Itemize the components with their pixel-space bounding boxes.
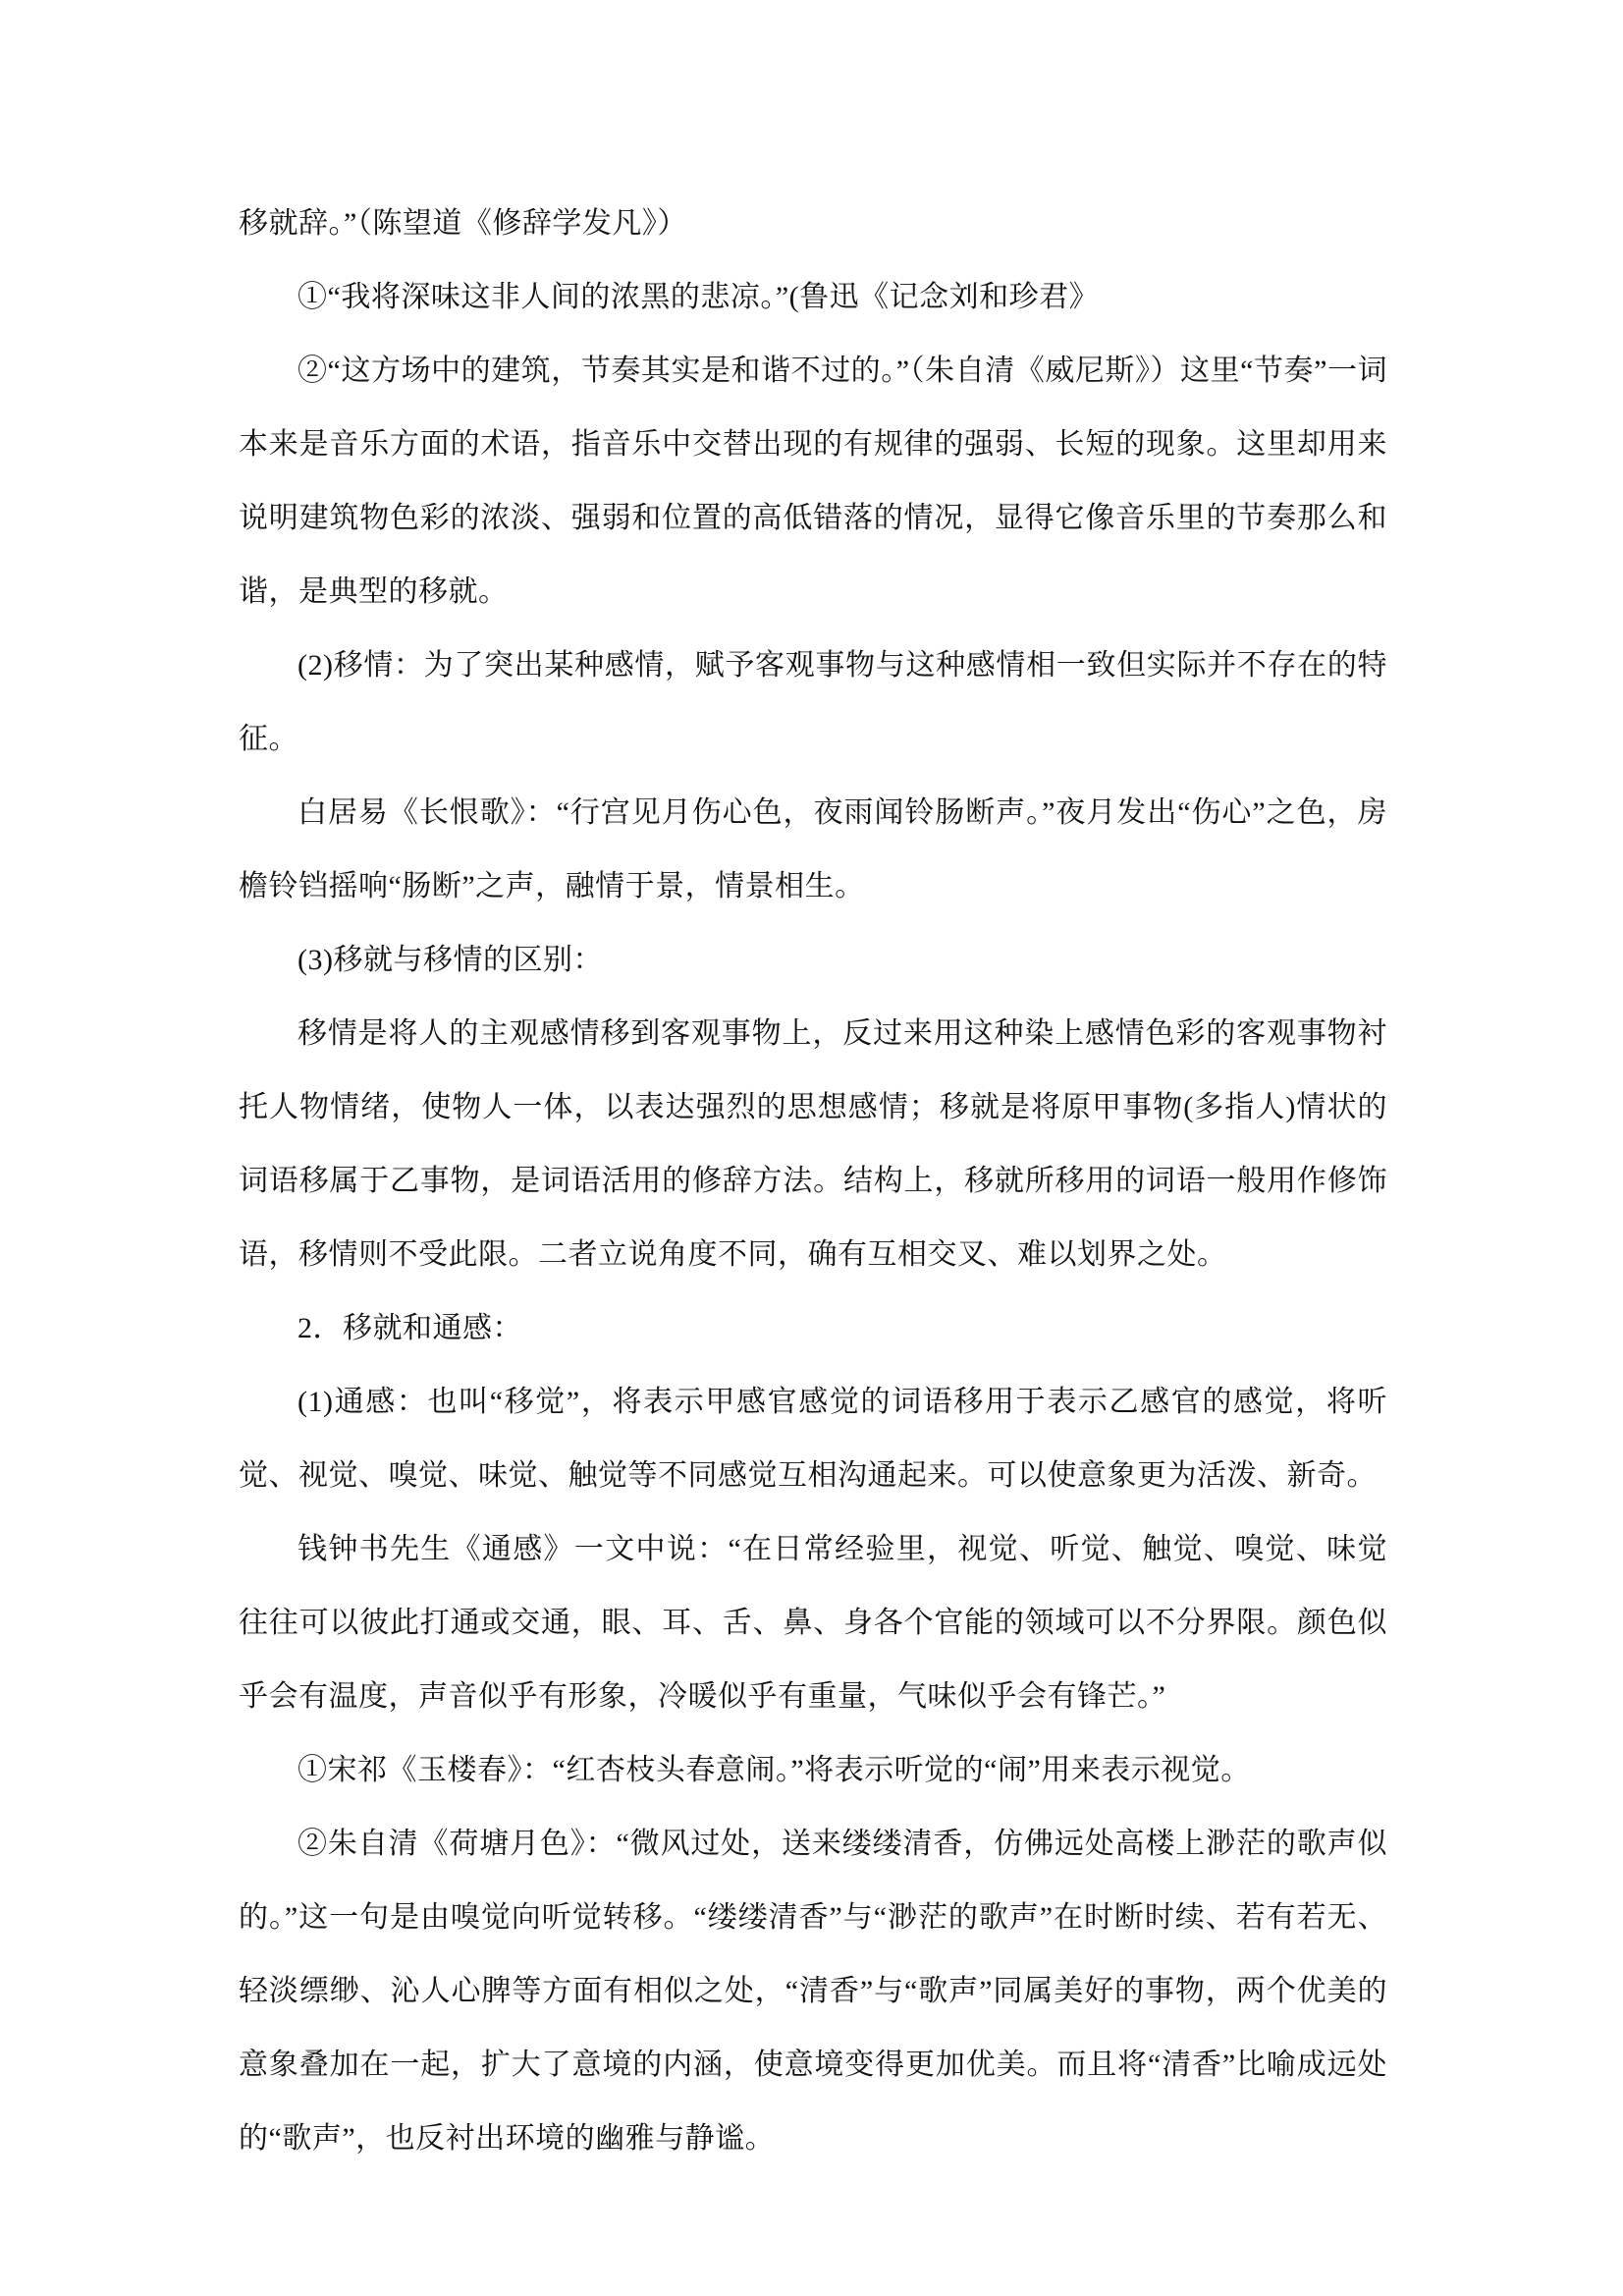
paragraph-qianzhongshu-quote: 钱钟书先生《通感》一文中说：“在日常经验里，视觉、听觉、触觉、嗅觉、味觉往往可以彼此打通或交通，眼、耳、舌、鼻、身各个官能的领域可以不分界限。颜色似乎会有温度，声音似乎有形象，冷暖似乎有重量，气味似乎会有锋芒。” <box>239 1533 1387 1713</box>
paragraph-difference-heading: (3)移就与移情的区别： <box>298 944 603 976</box>
paragraph-section-2-heading: 2．移就和通感： <box>298 1312 522 1344</box>
paragraph-difference-body: 移情是将人的主观感情移到客观事物上，反过来用这种染上感情色彩的客观事物衬托人物情绪，使物人一体，以表达强烈的思想感情；移就是将原甲事物(多指人)情状的词语移属于乙事物，是词语活用的修辞方法。结构上，移就所移用的词语一般用作修饰语，移情则不受此限。二者立说角度不同，确有互相交叉、难以划界之处。 <box>239 1017 1387 1271</box>
paragraph-baijuyi-example: 白居易《长恨歌》：“行宫见月伤心色，夜雨闻铃肠断声。”夜月发出“伤心”之色，房檐铃铛摇响“肠断”之声，融情于景，情景相生。 <box>239 796 1387 902</box>
paragraph-yiqing-definition: (2)移情：为了突出某种感情，赋予客观事物与这种感情相一致但实际并不存在的特征。 <box>239 649 1387 755</box>
paragraph-tonggan-definition: (1)通感：也叫“移觉”，将表示甲感官感觉的词语移用于表示乙感官的感觉，将听觉、视觉、嗅觉、味觉、触觉等不同感觉互相沟通起来。可以使意象更为活泼、新奇。 <box>239 1386 1387 1492</box>
paragraph-example-2-venice: ②“这方场中的建筑，节奏其实是和谐不过的。”（朱自清《威尼斯》）这里“节奏”一词本来是音乐方面的术语，指音乐中交替出现的有规律的强弱、长短的现象。这里却用来说明建筑物色彩的浓淡、强弱和位置的高低错落的情况，显得它像音乐里的节奏那么和谐，是典型的移就。 <box>239 355 1387 608</box>
paragraph-example-1-songqi: ①宋祁《玉楼春》：“红杏枝头春意闹。”将表示听觉的“闹”用来表示视觉。 <box>298 1754 1251 1786</box>
paragraph-continuation: 移就辞。”（陈望道《修辞学发凡》） <box>239 207 687 240</box>
paragraph-example-1-luxun: ①“我将深味这非人间的浓黑的悲凉。”(鲁迅《记念刘和珍君》 <box>298 281 1100 313</box>
paragraph-example-2-hetang: ②朱自清《荷塘月色》：“微风过处，送来缕缕清香，仿佛远处高楼上渺茫的歌声似的。”这一句是由嗅觉向听觉转移。“缕缕清香”与“渺茫的歌声”在时断时续、若有若无、轻淡缥缈、沁人心脾等方面有相似之处，“清香”与“歌声”同属美好的事物，两个优美的意象叠加在一起，扩大了意境的内涵，使意境变得更加优美。而且将“清香”比喻成远处的“歌声”，也反衬出环境的幽雅与静谧。 <box>239 1828 1387 2155</box>
